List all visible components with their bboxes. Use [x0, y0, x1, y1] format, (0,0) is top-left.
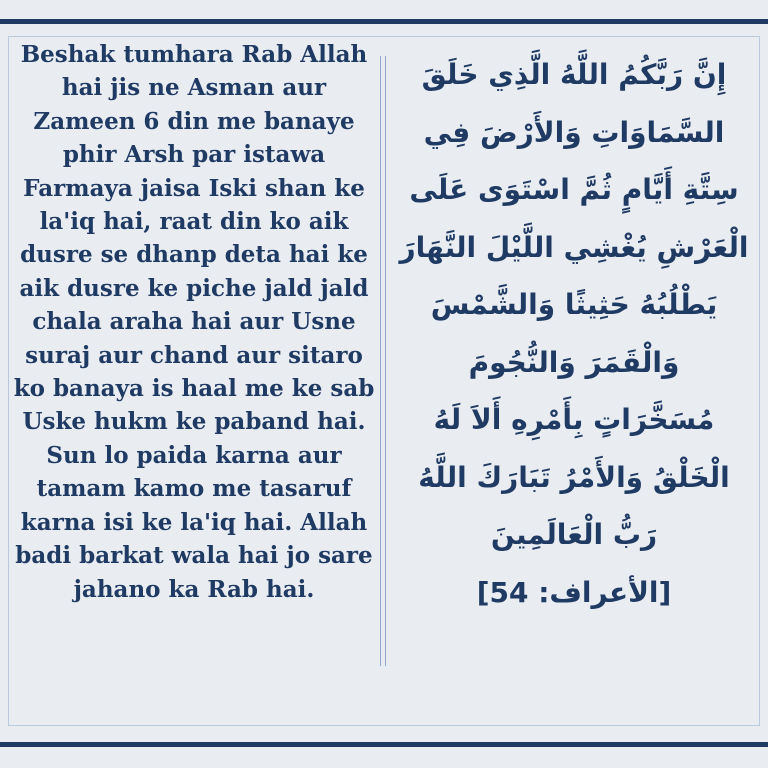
- verse-line: سِتَّةِ أَيَّامٍ ثُمَّ اسْتَوَى عَلَى: [409, 173, 739, 206]
- verse-line: رَبُّ الْعَالَمِينَ: [490, 518, 658, 551]
- verse-line: وَالْقَمَرَ وَالنُّجُومَ: [468, 345, 680, 379]
- verse-line: الْعَرْشِ يُغْشِي اللَّيْلَ النَّهَارَ: [399, 230, 749, 264]
- arabic-verse: [392, 46, 756, 706]
- verse-line: إِنَّ رَبَّكُمُ اللَّهُ الَّذِي خَلَقَ: [421, 58, 727, 91]
- verse-reference: [الأعراف: 54]: [476, 575, 672, 609]
- verse-line: مُسَخَّرَاتٍ بِأَمْرِهِ أَلاَ لَهُ: [433, 403, 715, 436]
- bottom-rule: [0, 742, 768, 747]
- verse-line: يَطْلُبُهُ حَثِيثًا وَالشَّمْسَ: [430, 288, 718, 321]
- verse-line: الْخَلْقُ وَالأَمْرُ تَبَارَكَ اللَّهُ: [418, 460, 730, 494]
- column-divider: [380, 56, 386, 666]
- top-rule: [0, 19, 768, 24]
- translation-text: Beshak tumhara Rab Allah hai jis ne Asman aur Zameen 6 din me banaye phir Arsh par istawa Farmaya jaisa Iski shan ke la'iq hai, raat din ko aik dusre se dhanp deta hai ke aik dusre ke piche jald jald chala araha hai aur Usne suraj aur chand aur sitaro ko banaya is haal me ke sab Uske hukm ke paband hai. Sun lo paida karna aur tamam kamo me tasaruf karna isi ke la'iq hai. Allah badi barkat wala hai jo sare jahano ka Rab hai.: [13, 41, 375, 603]
- verse-line: السَّمَاوَاتِ وَالأَرْضَ فِي: [423, 115, 725, 149]
